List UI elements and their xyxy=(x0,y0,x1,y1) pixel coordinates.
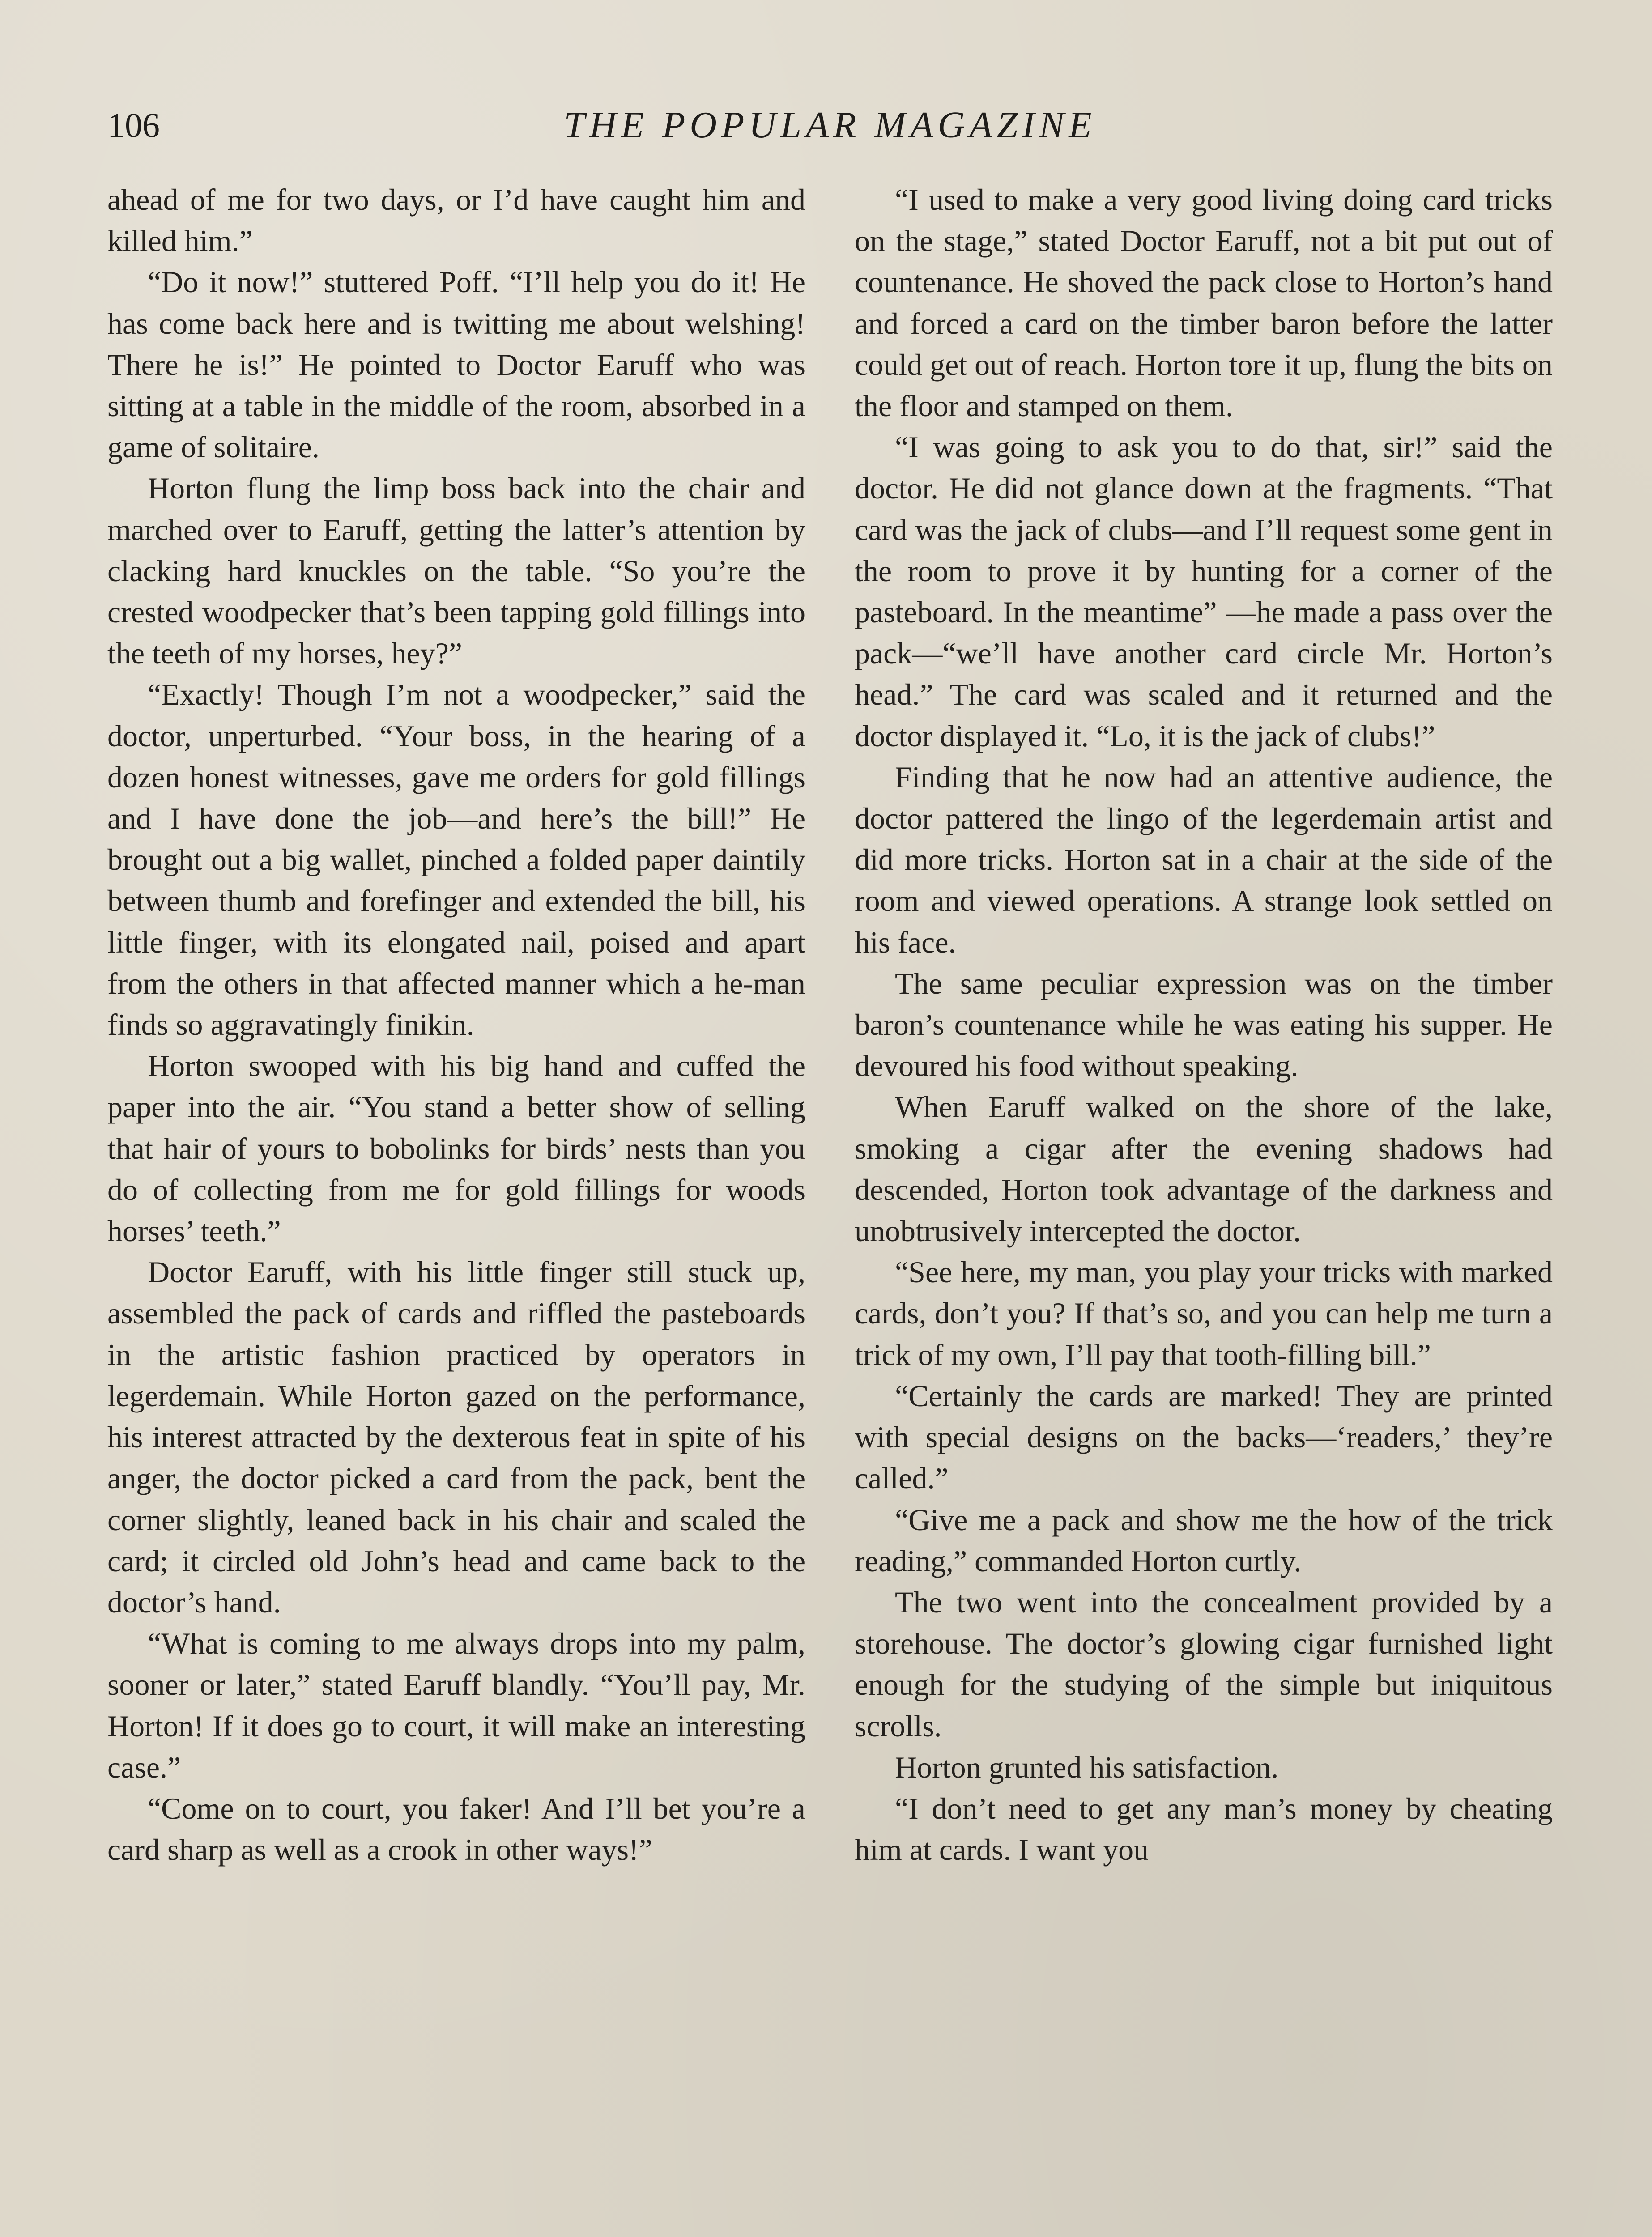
right-column xyxy=(855,179,1553,2237)
paragraph: “I used to make a very good living doing card tricks on the stage,” stated Doctor Earuff, not a bit put out of countenance. He shoved the pack close to Horton’s hand and forced a card on the timber baron before the latter could get out of reach. Horton tore it up, flung the bits on the floor and stamped on them. xyxy=(855,183,1553,423)
paragraph: Horton grunted his satisfaction. xyxy=(895,1750,1279,1784)
running-head xyxy=(107,96,1553,154)
paragraph: Horton swooped with his big hand and cuffed the paper into the air. “You stand a better show of selling that hair of yours to bobolinks for birds’ nests than you do of collecting from me for gold fillings for woods horses’ teeth.” xyxy=(107,1049,805,1248)
paragraph: “Do it now!” stuttered Poff. “I’ll help you do it! He has come back here and is twitting me about welshing! There he is!” He pointed to Doctor Earuff who was sitting at a table in the middle of the room, absorbed in a game of solitaire. xyxy=(107,265,805,464)
paragraph: “Certainly the cards are marked! They are printed with special designs on the backs—‘readers,’ they’re called.” xyxy=(855,1378,1553,1496)
paragraph: “Exactly! Though I’m not a woodpecker,” said the doctor, unperturbed. “Your boss, in the hearing of a dozen honest witnesses, gave me orders for gold fillings and I have done the job—and here’s the bill!” He brought out a big wallet, pinched a folded paper daintily between thumb and forefinger and extended the bill, his little finger, with its elongated nail, poised and apart from the others in that affected manner which a he-man finds so aggravatingly finikin. xyxy=(107,677,805,1042)
paragraph: “See here, my man, you play your tricks with marked cards, don’t you? If that’s so, and you can help me turn a trick of my own, I’ll pay that tooth-filling bill.” xyxy=(855,1255,1553,1372)
paragraph: “Come on to court, you faker! And I’ll bet you’re a card sharp as well as a crook in other ways!” xyxy=(107,1791,805,1867)
paragraph: Finding that he now had an attentive audience, the doctor pattered the lingo of the legerdemain artist and did more tricks. Horton sat in a chair at the side of the room and viewed operations. A strange look settled on his face. xyxy=(855,760,1553,959)
left-column xyxy=(107,179,805,2237)
paragraph: The two went into the concealment provided by a storehouse. The doctor’s glowing cigar furnished light enough for the studying of the simple but iniquitous scrolls. xyxy=(855,1585,1553,1743)
text-columns xyxy=(107,179,1553,2237)
paragraph: “What is coming to me always drops into my palm, sooner or later,” stated Earuff blandly. “You’ll pay, Mr. Horton! If it does go to court, it will make an interesting case.” xyxy=(107,1626,805,1784)
paragraph: ahead of me for two days, or I’d have caught him and killed him.” xyxy=(107,183,805,258)
paragraph: The same peculiar expression was on the timber baron’s countenance while he was eating his supper. He devoured his food without speaking. xyxy=(855,966,1553,1083)
paragraph: Doctor Earuff, with his little finger still stuck up, assembled the pack of cards and riffled the pasteboards in the artistic fashion practiced by operators in legerdemain. While Horton gazed on the performance, his interest attracted by the dexterous feat in spite of his anger, the doctor picked a card from the pack, bent the corner slightly, leaned back in his chair and scaled the card; it circled old John’s head and came back to the doctor’s hand. xyxy=(107,1255,805,1619)
paragraph: Horton flung the limp boss back into the chair and marched over to Earuff, getting the latter’s attention by clacking hard knuckles on the table. “So you’re the crested woodpecker that’s been tapping gold fillings into the teeth of my horses, hey?” xyxy=(107,471,805,671)
paragraph: When Earuff walked on the shore of the lake, smoking a cigar after the evening shadows had descended, Horton took advantage of the darkness and unobtrusively intercepted the doctor. xyxy=(855,1090,1553,1248)
paragraph: “Give me a pack and show me the how of the trick reading,” commanded Horton curtly. xyxy=(855,1502,1553,1578)
page-number: 106 xyxy=(107,106,160,145)
paragraph: “I was going to ask you to do that, sir!” said the doctor. He did not glance down at the fragments. “That card was the jack of clubs—and I’ll request some gent in the room to prove it by hunting for a corner of the pasteboard. In the meantime” —he made a pass over the pack—“we’ll have another card circle Mr. Horton’s head.” The card was scaled and it returned and the doctor displayed it. “Lo, it is the jack of clubs!” xyxy=(855,430,1553,753)
paragraph: “I don’t need to get any man’s money by cheating him at cards. I want you xyxy=(855,1791,1553,1867)
magazine-title: THE POPULAR MAGAZINE xyxy=(564,104,1096,146)
